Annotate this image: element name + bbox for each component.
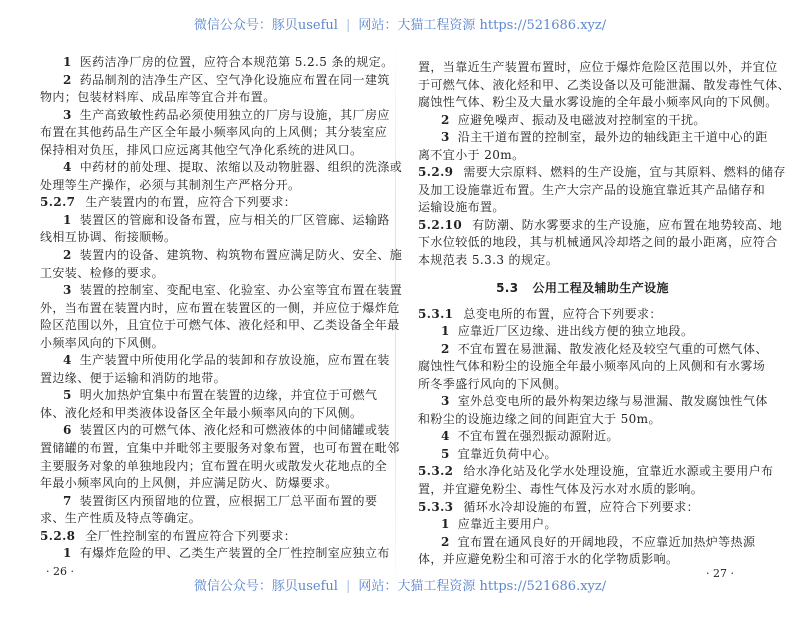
text-line bbox=[40, 300, 400, 318]
text-line bbox=[40, 159, 403, 177]
line-text: 装置内的设备、建筑物、构筑物布置应满足防火、安全、施 bbox=[79, 248, 403, 263]
line-text: 主要服务对象的单独地段内；宜布置在明火或散发火花地点的全 bbox=[40, 458, 388, 473]
line-text: 布置在其他药品生产区全年最小频率风向的上风侧；其分装室应 bbox=[40, 125, 388, 140]
item-number: 4 bbox=[441, 429, 450, 444]
item-number: 5 bbox=[63, 388, 72, 403]
clause-number: 5.2.10 bbox=[418, 217, 463, 232]
line-text: 装置街区内预留地的位置，应根据工厂总平面布置的要 bbox=[79, 493, 378, 508]
line-text: 及加工设施靠近布置。生产大宗产品的设施宜靠近其产品储存和 bbox=[418, 182, 766, 197]
line-text: 需要大宗原料、燃料的生产设施，宜与其原料、燃料的储存 bbox=[463, 165, 786, 180]
line-text: 处理等生产操作，必须与其制剂生产严格分开。 bbox=[40, 177, 301, 192]
line-text: 生产装置内的布置，应符合下列要求： bbox=[85, 195, 297, 210]
line-text: 宜布置在通风良好的开阔地段，不应靠近加热炉等热源 bbox=[457, 534, 756, 549]
line-text: 药品制剂的洁净生产区、空气净化设施应布置在同一建筑 bbox=[79, 72, 390, 87]
line-text: 应靠近主要用户。 bbox=[457, 517, 557, 532]
item-number: 6 bbox=[63, 423, 72, 438]
text-line bbox=[40, 107, 390, 125]
right-page-text bbox=[418, 59, 791, 569]
text-line bbox=[418, 463, 774, 481]
line-text: 体，并应避免粉尘和可溶于水的化学物质影响。 bbox=[418, 552, 679, 567]
line-text: 体、液化烃和甲类液体设备区全年最小频率风向的下风侧。 bbox=[40, 405, 363, 420]
text-line bbox=[40, 282, 403, 300]
text-line bbox=[40, 194, 367, 212]
line-text: 有防潮、防水雾要求的生产设施，应布置在地势较高、地 bbox=[472, 217, 783, 232]
line-text: 循环水冷却设施的布置，应符合下列要求： bbox=[463, 499, 700, 514]
line-text: 年最小频率风向的上风侧，并应满足防火、防爆要求。 bbox=[40, 476, 338, 491]
text-line bbox=[40, 247, 403, 265]
text-line bbox=[40, 124, 388, 142]
line-text: 运输设施布置。 bbox=[418, 200, 505, 215]
line-text: 装置区的管廊和设备布置，应与相关的厂区管廊、运输路 bbox=[79, 212, 390, 227]
line-text: 装置的控制室、变配电室、化验室、办公室等宜布置在装置 bbox=[79, 283, 403, 298]
line-text: 医药洁净厂房的位置，应符合本规范第 5.2.5 条的规定。 bbox=[79, 55, 394, 69]
text-line bbox=[40, 89, 367, 107]
text-line bbox=[418, 323, 747, 341]
text-line bbox=[40, 72, 390, 90]
line-text: 给水净化站及化学水处理设施，宜靠近水源或主要用户布 bbox=[463, 464, 774, 479]
text-line bbox=[40, 335, 367, 353]
text-line bbox=[40, 458, 388, 476]
item-number: 1 bbox=[441, 324, 450, 339]
watermark-site: 网站：大猫工程资源 https://521686.xyz/ bbox=[358, 18, 607, 33]
text-line bbox=[40, 370, 367, 388]
text-line bbox=[40, 545, 390, 563]
text-line bbox=[40, 265, 367, 283]
watermark-top bbox=[0, 14, 800, 33]
line-text: 物内；包装材料库、成品库等宜合并布置。 bbox=[40, 90, 276, 105]
item-number: 2 bbox=[441, 341, 450, 356]
text-line bbox=[418, 481, 747, 499]
line-text: 沿主干道布置的控制室，最外边的轴线距主干道中心的距 bbox=[457, 130, 768, 145]
text-line bbox=[418, 411, 747, 429]
line-text: 不宜布置在强烈振动源附近。 bbox=[457, 429, 619, 444]
text-line bbox=[418, 252, 747, 270]
text-line bbox=[418, 341, 768, 359]
text-line bbox=[40, 475, 367, 493]
text-line bbox=[40, 212, 390, 230]
line-text: 腐蚀性气体和粉尘的设施全年最小频率风向的上风侧和有水雾场 bbox=[418, 359, 766, 374]
text-line bbox=[418, 182, 766, 200]
line-text: 生产高致敏性药品必须使用独立的厂房与设施，其厂房应 bbox=[79, 107, 390, 122]
item-number: 1 bbox=[63, 212, 72, 227]
watermark-wechat: 微信公众号：豚贝useful bbox=[193, 18, 338, 33]
text-line bbox=[418, 306, 747, 324]
text-line bbox=[40, 405, 367, 423]
item-number: 1 bbox=[441, 517, 450, 532]
line-text: 装置区内的可燃气体、液化烃和可燃液体的中间储罐或装 bbox=[79, 423, 390, 438]
line-text: 离不宜小于 20m。 bbox=[418, 147, 525, 162]
text-line bbox=[418, 534, 756, 552]
watermark-wechat: 微信公众号：豚贝useful bbox=[193, 579, 338, 594]
text-line bbox=[40, 528, 367, 546]
text-line bbox=[418, 147, 747, 165]
line-text: 线相互协调、衔接顺畅。 bbox=[40, 230, 177, 245]
item-number: 2 bbox=[63, 248, 72, 263]
line-text: 置，并宜避免粉尘、毒性气体及污水对水质的影响。 bbox=[418, 482, 704, 497]
line-text: 险区范围以外，且宜位于可燃气体、液化烃和甲、乙类设备全年最 bbox=[40, 318, 400, 333]
text-line bbox=[418, 199, 747, 217]
text-line bbox=[418, 112, 747, 130]
text-line bbox=[418, 376, 747, 394]
text-line bbox=[40, 229, 367, 247]
clause-number: 5.3.2 bbox=[418, 464, 454, 479]
item-number: 4 bbox=[63, 353, 72, 368]
line-text: 置边缘、便于运输和消防的地带。 bbox=[40, 370, 227, 385]
line-text: 总变电所的布置，应符合下列要求： bbox=[463, 306, 662, 321]
item-number: 3 bbox=[441, 394, 450, 409]
text-line bbox=[418, 428, 747, 446]
line-text: 求、生产性质及特点等确定。 bbox=[40, 511, 202, 526]
watermark-separator: | bbox=[345, 18, 351, 33]
page-number-left: · 26 · bbox=[46, 565, 74, 578]
clause-number: 5.3.3 bbox=[418, 499, 454, 514]
line-text: 工安装、检修的要求。 bbox=[40, 265, 165, 280]
line-text: 保持相对负压，排风口应远离其他空气净化系统的进风口。 bbox=[40, 142, 363, 157]
line-text: 应避免噪声、振动及电磁波对控制室的干扰。 bbox=[457, 112, 706, 127]
item-number: 5 bbox=[441, 446, 450, 461]
text-line bbox=[418, 446, 747, 464]
item-number: 2 bbox=[441, 112, 450, 127]
line-text: 所冬季盛行风向的下风侧。 bbox=[418, 376, 567, 391]
line-text: 本规范表 5.3.3 的规定。 bbox=[418, 253, 559, 268]
item-number: 3 bbox=[441, 130, 450, 145]
text-line bbox=[418, 164, 786, 182]
text-line bbox=[40, 493, 378, 511]
text-line bbox=[418, 234, 778, 252]
text-line bbox=[40, 510, 367, 528]
item-number: 4 bbox=[63, 160, 72, 175]
line-text: 腐蚀性气体、粉尘及大量水雾设施的全年最小频率风向的下风侧。 bbox=[418, 95, 778, 110]
item-number: 3 bbox=[63, 283, 72, 298]
text-line bbox=[418, 129, 768, 147]
text-line bbox=[40, 440, 400, 458]
section-heading-number: 5.3 bbox=[496, 280, 519, 295]
line-text: 室外总变电所的最外构架边缘与易泄漏、散发腐蚀性气体 bbox=[457, 394, 768, 409]
text-line bbox=[40, 142, 367, 160]
watermark-bottom bbox=[0, 575, 800, 594]
text-line bbox=[40, 177, 367, 195]
text-line bbox=[418, 59, 778, 77]
clause-number: 5.2.9 bbox=[418, 165, 454, 180]
item-number: 1 bbox=[63, 55, 72, 69]
line-text: 应靠近厂区边缘、进出线方便的独立地段。 bbox=[457, 324, 694, 339]
clause-number: 5.3.1 bbox=[418, 306, 454, 321]
text-line bbox=[418, 393, 768, 411]
line-text: 宜靠近负荷中心。 bbox=[457, 446, 557, 461]
page-number-right: · 27 · bbox=[706, 567, 734, 580]
text-line bbox=[418, 499, 747, 517]
line-text: 全厂性控制室的布置应符合下列要求： bbox=[85, 528, 297, 543]
line-text: 置储罐的布置，宜集中并毗邻主要服务对象布置，也可布置在毗邻 bbox=[40, 441, 400, 456]
text-line bbox=[418, 94, 778, 112]
line-text: 生产装置中所使用化学品的装卸和存放设施，应布置在装 bbox=[79, 353, 390, 368]
left-page-text bbox=[40, 54, 403, 563]
line-text: 下水位较低的地段，其与机械通风冷却塔之间的最小距离，应符合 bbox=[418, 235, 778, 250]
line-text: 外，当布置在装置内时，应布置在装置区的一侧，并应位于爆炸危 bbox=[40, 300, 400, 315]
line-text: 有爆炸危险的甲、乙类生产装置的全厂性控制室应独立布 bbox=[79, 546, 390, 561]
item-number: 2 bbox=[63, 72, 72, 87]
watermark-site: 网站：大猫工程资源 https://521686.xyz/ bbox=[358, 579, 607, 594]
clause-number: 5.2.7 bbox=[40, 195, 76, 210]
section-heading bbox=[418, 270, 747, 306]
item-number: 1 bbox=[63, 546, 72, 561]
text-line bbox=[40, 352, 390, 370]
line-text: 置，当靠近生产装置布置时，应位于爆炸危险区范围以外，并宜位 bbox=[418, 60, 778, 74]
line-text: 中药材的前处理、提取、浓缩以及动物脏器、组织的洗涤或 bbox=[79, 160, 403, 175]
text-line bbox=[40, 387, 378, 405]
item-number: 3 bbox=[63, 107, 72, 122]
item-number: 7 bbox=[63, 493, 72, 508]
text-line bbox=[418, 516, 747, 534]
watermark-separator: | bbox=[345, 579, 351, 594]
line-text: 于可燃气体、液化烃和甲、乙类设备以及可能泄漏、散发毒性气体、 bbox=[418, 77, 791, 92]
text-line bbox=[40, 317, 400, 335]
text-line bbox=[418, 358, 766, 376]
line-text: 明火加热炉宜集中布置在装置的边缘，并宜位于可燃气 bbox=[79, 388, 378, 403]
text-line bbox=[418, 77, 791, 95]
line-text: 不宜布置在易泄漏、散发液化烃及较空气重的可燃气体、 bbox=[457, 341, 768, 356]
item-number: 2 bbox=[441, 534, 450, 549]
text-line bbox=[418, 217, 783, 235]
text-line bbox=[40, 422, 390, 440]
text-line bbox=[40, 54, 394, 72]
line-text: 小频率风向的下风侧。 bbox=[40, 335, 165, 350]
text-line bbox=[418, 551, 747, 569]
clause-number: 5.2.8 bbox=[40, 528, 76, 543]
line-text: 和粉尘的设施边缘之间的间距宜大于 50m。 bbox=[418, 411, 661, 426]
section-heading-title: 公用工程及辅助生产设施 bbox=[532, 280, 669, 295]
